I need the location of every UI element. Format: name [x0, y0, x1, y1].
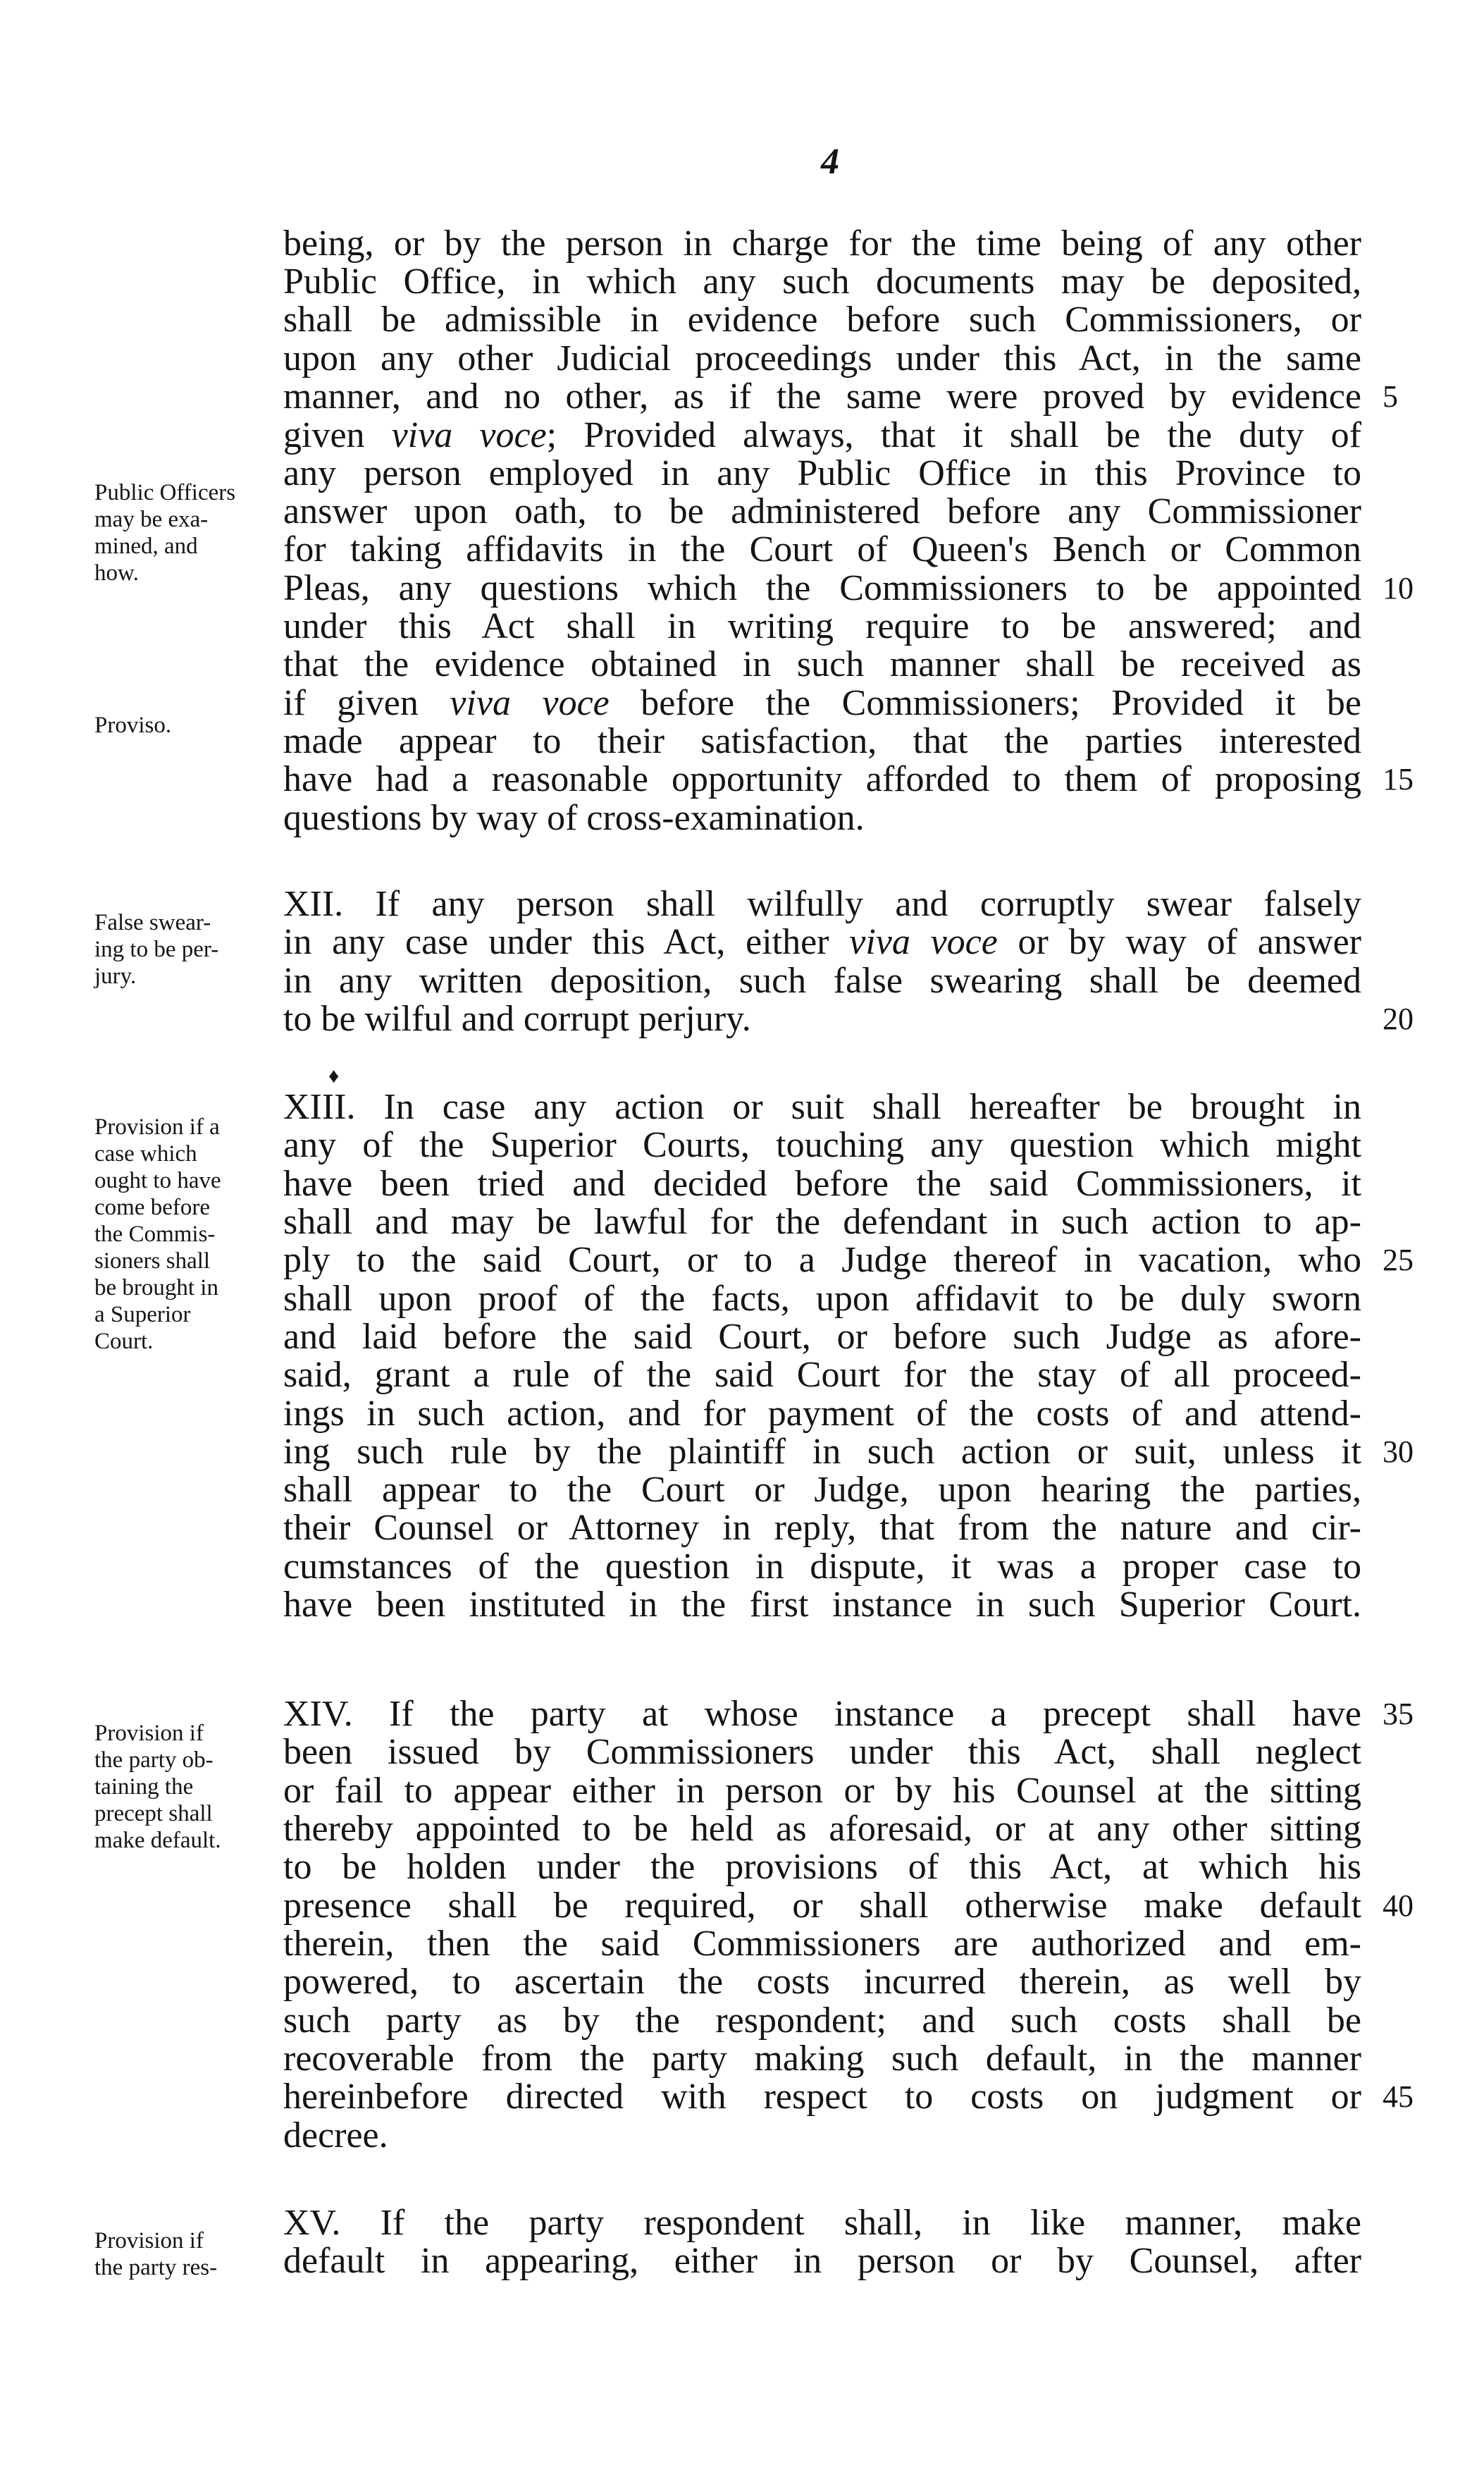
margin-note-line: Court.: [94, 1329, 154, 1354]
margin-note-line: taining the: [94, 1774, 194, 1800]
body-line: manner, and no other, as if the same were proved by evidence: [283, 376, 1361, 417]
latin-phrase: viva voce: [849, 922, 998, 962]
body-line: XIII. In case any action or suit shall hereafter be brought in: [283, 1087, 1361, 1127]
body-line: being, or by the person in charge for the time being of any other: [283, 223, 1361, 264]
body-line: under this Act shall in writing require to be answered; and: [283, 606, 1361, 646]
latin-phrase: viva voce: [450, 683, 610, 723]
margin-note-line: Provision if: [94, 2228, 204, 2253]
margin-note-line: Provision if a: [94, 1114, 220, 1140]
body-line: their Counsel or Attorney in reply, that from the nature and cir-: [283, 1508, 1361, 1548]
body-line: ply to the said Court, or to a Judge thereof in vacation, who: [283, 1240, 1361, 1280]
line-number: 30: [1383, 1434, 1414, 1469]
body-line: Public Office, in which any such documents may be deposited,: [283, 262, 1361, 302]
body-line: shall upon proof of the facts, upon affidavit to be duly sworn: [283, 1279, 1361, 1319]
stray-mark: ♦: [328, 1064, 340, 1088]
margin-note-line: may be exa-: [94, 507, 209, 532]
margin-note-line: precept shall: [94, 1801, 213, 1826]
body-line: in any written deposition, such false swearing shall be deemed: [283, 961, 1361, 1001]
body-line: that the evidence obtained in such manner shall be received as: [283, 644, 1361, 684]
body-line: XV. If the party respondent shall, in like manner, make: [283, 2203, 1361, 2243]
body-line: such party as by the respondent; and such costs shall be: [283, 2000, 1361, 2041]
line-number: 10: [1383, 571, 1414, 605]
margin-note-line: the party ob-: [94, 1747, 214, 1773]
body-line: if given viva voce before the Commissioners; Provided it be: [283, 683, 1362, 723]
body-line: any person employed in any Public Office in this Province to: [283, 453, 1361, 493]
line-number: 15: [1383, 762, 1414, 797]
body-line: therein, then the said Commissioners are authorized and em-: [283, 1924, 1361, 1964]
body-line: and laid before the said Court, or before such Judge as afore-: [283, 1317, 1361, 1357]
body-line: been issued by Commissioners under this Act, shall neglect: [283, 1732, 1361, 1772]
body-line: to be wilful and corrupt perjury.: [283, 999, 751, 1039]
body-line: questions by way of cross-examination.: [283, 798, 865, 838]
line-number: 35: [1383, 1697, 1414, 1731]
body-line: said, grant a rule of the said Court for the stay of all proceed-: [283, 1355, 1361, 1395]
margin-note-line: make default.: [94, 1828, 221, 1853]
body-line: default in appearing, either in person or by Counsel, after: [283, 2241, 1361, 2281]
margin-note-line: mined, and: [94, 534, 198, 559]
body-line: made appear to their satisfaction, that the parties interested: [283, 721, 1361, 761]
body-line: for taking affidavits in the Court of Queen's Bench or Common: [283, 529, 1361, 570]
page-number: 4: [821, 142, 839, 182]
margin-note-line: a Superior: [94, 1302, 191, 1327]
body-line: upon any other Judicial proceedings under this Act, in the same: [283, 338, 1361, 379]
latin-phrase: viva voce: [391, 415, 547, 455]
margin-note-line: False swear-: [94, 910, 211, 935]
margin-note-line: the Commis-: [94, 1222, 216, 1247]
body-line: to be holden under the provisions of this Act, at which his: [283, 1847, 1361, 1887]
body-line: ing such rule by the plaintiff in such action or suit, unless it: [283, 1432, 1361, 1472]
line-number: 40: [1383, 1888, 1414, 1923]
margin-note-line: come before: [94, 1195, 210, 1220]
body-line: Pleas, any questions which the Commissioners to be appointed: [283, 568, 1361, 608]
body-line: ings in such action, and for payment of the costs of and attend-: [283, 1394, 1361, 1434]
line-number: 5: [1383, 379, 1398, 414]
margin-note-line: Provision if: [94, 1721, 204, 1746]
body-line: shall appear to the Court or Judge, upon hearing the parties,: [283, 1470, 1361, 1510]
body-line: shall and may be lawful for the defendant in such action to ap-: [283, 1202, 1361, 1242]
margin-note-line: ing to be per-: [94, 937, 219, 962]
line-number: 25: [1383, 1243, 1414, 1277]
margin-note-line: jury.: [94, 964, 137, 989]
body-line: have been tried and decided before the said Commissioners, it: [283, 1164, 1361, 1204]
body-line: XIV. If the party at whose instance a precept shall have: [283, 1694, 1361, 1734]
margin-note-line: sioners shall: [94, 1248, 211, 1274]
body-line: XII. If any person shall wilfully and corruptly swear falsely: [283, 884, 1361, 924]
body-line: decree.: [283, 2115, 388, 2156]
margin-note-line: Proviso.: [94, 713, 172, 738]
body-line: hereinbefore directed with respect to costs on judgment or: [283, 2077, 1361, 2117]
body-line: or fail to appear either in person or by his Counsel at the sitting: [283, 1771, 1361, 1811]
body-line: have been instituted in the first instance in such Superior Court.: [283, 1585, 1361, 1625]
margin-note-line: how.: [94, 560, 139, 586]
body-line: any of the Superior Courts, touching any question which might: [283, 1125, 1361, 1165]
body-line: answer upon oath, to be administered before any Commissioner: [283, 491, 1361, 531]
body-line: have had a reasonable opportunity afforded to them of proposing: [283, 759, 1361, 799]
body-line: powered, to ascertain the costs incurred therein, as well by: [283, 1962, 1361, 2002]
body-line: in any case under this Act, either viva voce or by way of answer: [283, 922, 1361, 962]
margin-note-line: the party res-: [94, 2255, 218, 2280]
margin-note-line: ought to have: [94, 1168, 221, 1193]
body-line: thereby appointed to be held as aforesaid, or at any other sitting: [283, 1809, 1361, 1849]
body-line: presence shall be required, or shall otherwise make default: [283, 1886, 1361, 1926]
body-line: cumstances of the question in dispute, it was a proper case to: [283, 1546, 1361, 1587]
line-number: 20: [1383, 1002, 1414, 1036]
line-number: 45: [1383, 2079, 1414, 2114]
margin-note-line: be brought in: [94, 1275, 218, 1300]
body-line: shall be admissible in evidence before such Commissioners, or: [283, 300, 1361, 340]
body-line: recoverable from the party making such default, in the manner: [283, 2039, 1361, 2079]
margin-note-line: Public Officers: [94, 480, 236, 505]
body-line: given viva voce; Provided always, that it shall be the duty of: [283, 415, 1361, 455]
margin-note-line: case which: [94, 1141, 197, 1167]
